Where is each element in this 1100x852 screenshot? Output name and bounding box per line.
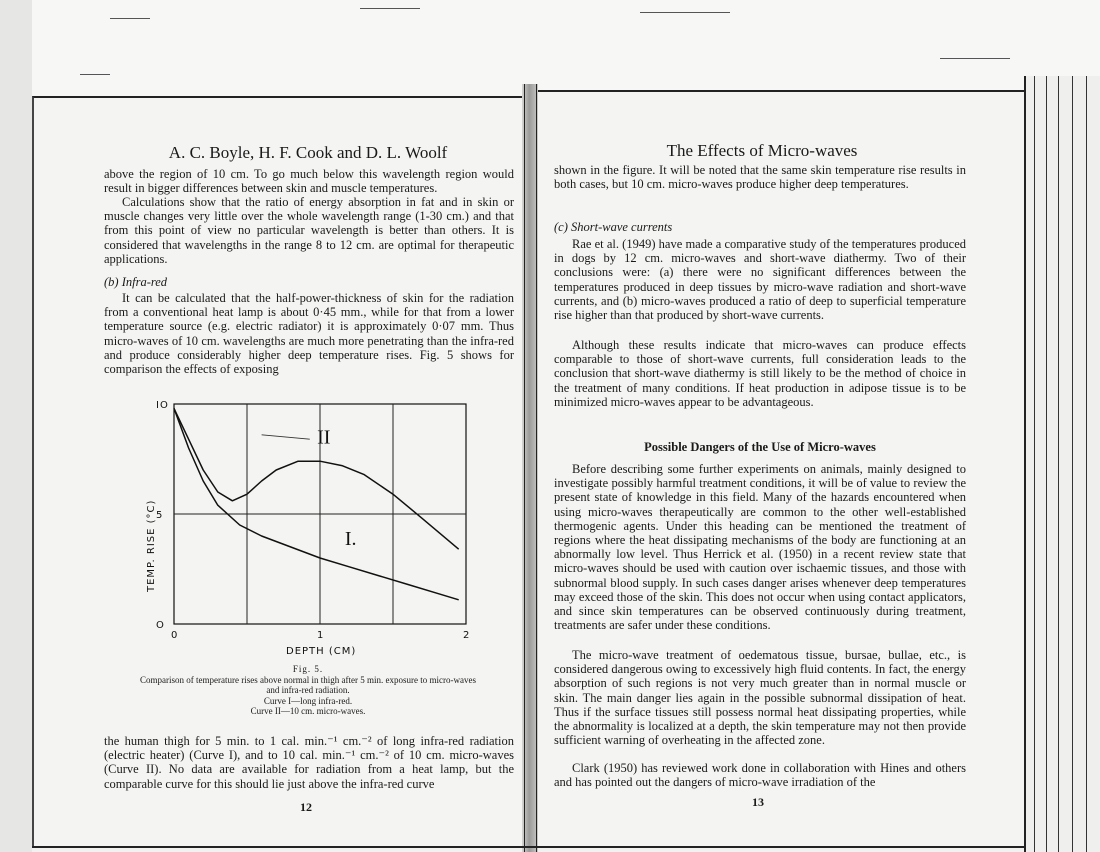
left-paragraph-4: the human thigh for 5 min. to 1 cal. min.⁻¹ cm.⁻² of long infra-red radiation (electric heater) (Curve I), and to 10 cal. min.⁻¹ cm.⁻² of 10 cm. micro-waves (Curve II). No data are available for radiation from a heat lamp, but the comparable curve for this should lie just above the infra-red curve <box>104 734 514 791</box>
running-head-left: A. C. Boyle, H. F. Cook and D. L. Woolf <box>168 143 448 162</box>
label-leader-II <box>262 435 310 439</box>
right-paragraph-4: Before describing some further experiments on animals, mainly designed to investigate possibly harmful treatment conditions, it will be of value to review the present state of knowledge in this field. Many of the hazards encountered when using micro-waves therapeutically are common to the other well-established thermogenic agents. Under this heading can be mentioned the treatment of regions where the heat dissipating mechanisms of the body are functioning at an abnormally low level. Thus Herrick et al. (1950) in a recent review state that micro-waves should be used with caution over ischaemic tissues, and those with subnormal blood supply. In such cases danger arises whenever deep temperatures may exceed those of the skin. This does not occur when using contact applicators, and since skin temperatures can be observed continuously during treatment, treatments are safer under these conditions. <box>554 462 966 633</box>
x-axis-title: DEPTH (CM) <box>286 646 357 657</box>
right-subhead: (c) Short-wave currents <box>554 220 673 234</box>
chart-ticks <box>156 400 470 641</box>
running-head-right: The Effects of Micro-waves <box>666 141 858 160</box>
left-paragraph-1: above the region of 10 cm. To go much below this wavelength region would result in bigger differences between skin and muscle temperatures. <box>104 167 514 196</box>
left-paragraph-2: Calculations show that the ratio of energy absorption in fat and in skin or muscle changes very little over the whole wavelength range (1-30 cm.) and that from this point of view no particular wavelength is better than others. It is considered that wavelengths in the range 8 to 12 cm. are optimal for therapeutic applications. <box>104 195 514 266</box>
book-gutter <box>522 84 538 852</box>
caption-line-2: and infra-red radiation. <box>266 685 350 695</box>
y-axis-title: TEMP. RISE (°C) <box>146 499 157 592</box>
page-number-right: 13 <box>752 795 764 809</box>
chart-series <box>174 408 459 599</box>
page-number-left: 12 <box>300 800 312 814</box>
figure-caption <box>100 664 516 717</box>
curve-label-I: I. <box>344 527 357 550</box>
page-edges <box>1024 76 1100 852</box>
right-paragraph-3: Although these results indicate that micro-waves can produce effects comparable to those of short-wave currents, full consideration leads to the conclusion that short-wave diathermy is still likely to be the method of choice in the treatment of many conditions. If heat production in adipose tissue is to be minimized micro-waves appear to be advantageous. <box>554 338 966 409</box>
y-tick-label: O <box>156 620 165 631</box>
section-heading: Possible Dangers of the Use of Micro-waves <box>644 440 876 454</box>
y-tick-label: 5 <box>156 510 164 521</box>
bottom-edge <box>32 846 1026 848</box>
scan-margin-top <box>0 0 1100 96</box>
right-paragraph-6: Clark (1950) has reviewed work done in collaboration with Hines and others and has pointed out the dangers of micro-wave irradiation of the <box>554 761 966 790</box>
left-subhead: (b) Infra-red <box>104 275 168 289</box>
curve-label-II: II <box>317 426 331 449</box>
right-paragraph-2: Rae et al. (1949) have made a comparative study of the temperatures produced in dogs by 12 cm. micro-waves and short-wave diathermy. Two of their conclusions were: (a) there were no significant differences between the temperatures produced in deep tissues by micro-wave radiation and short-wave currents, and (b) micro-waves produced a ratio of deep to superficial temperature rise higher than that produced by short-wave currents. <box>554 237 966 323</box>
right-paragraph-1: shown in the figure. It will be noted that the same skin temperature rise results in both cases, but 10 cm. micro-waves produce higher deep temperatures. <box>554 163 966 192</box>
left-paragraph-3: It can be calculated that the half-power-thickness of skin for the radiation from a conventional heat lamp is about 0·45 mm., while for that from a lower temperature source (e.g. electric radiator) it is approximately 0·07 mm. Thus micro-waves of 10 cm. wavelengths are much more penetrating than the infra-red and produce considerably higher deep temperature rises. Fig. 5 shows for comparison the effects of exposing <box>104 291 514 377</box>
scan-margin-left <box>0 0 32 852</box>
figure-5-chart <box>136 392 486 662</box>
x-tick-label: 2 <box>463 630 471 641</box>
y-tick-label: IO <box>156 400 169 411</box>
figure-number: Fig. 5. <box>292 664 324 674</box>
caption-line-1: Comparison of temperature rises above normal in thigh after 5 min. exposure to micro-waves <box>140 674 476 685</box>
caption-line-4: Curve II—10 cm. micro-waves. <box>250 706 366 716</box>
caption-line-3: Curve I—long infra-red. <box>263 695 353 706</box>
x-tick-label: 0 <box>171 630 179 641</box>
right-paragraph-5: The micro-wave treatment of oedematous tissue, bursae, bullae, etc., is considered dangerous owing to excessively high fluid contents. In fact, the energy absorption of such regions is not very much greater than in normal muscle or skin. The main danger lies again in the possible subnormal dissipation of heat. Thus if the surface tissues still possess normal heat dissipating properties, while the abnormality is localized at a depth, the skin temperature may not then provide sufficient warning of overheating in the affected zone. <box>554 648 966 748</box>
x-tick-label: 1 <box>317 630 325 641</box>
